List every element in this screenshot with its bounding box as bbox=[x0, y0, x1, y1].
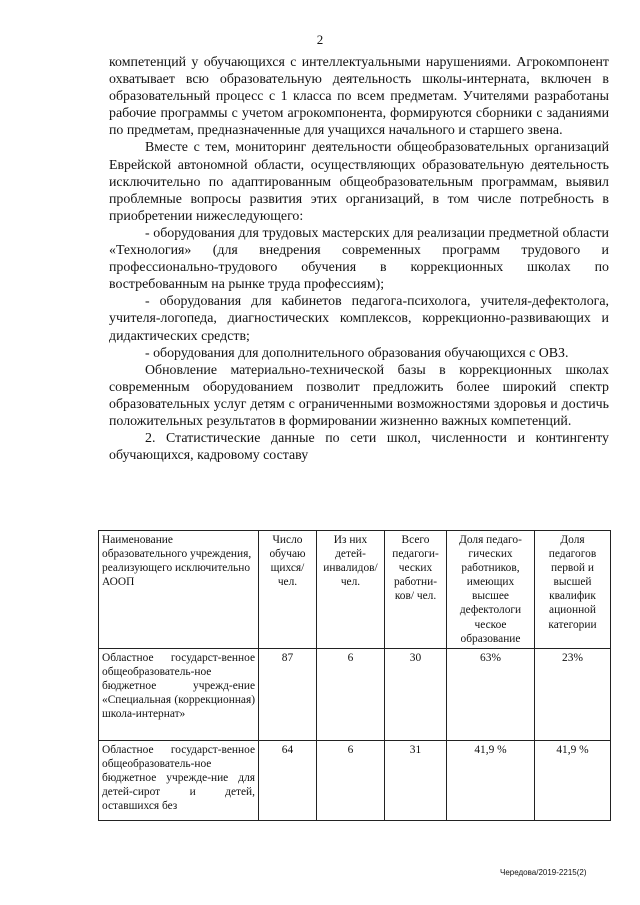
list-item-additional-education: - оборудования для дополнительного образования обучающихся с ОВЗ. bbox=[145, 345, 569, 361]
paragraph-continuation: компетенций у обучающихся с интеллектуальными нарушениями. Агрокомпонент охватывает всю образовательную деятельность школы-интерната, включен в образовательный процесс с 1 класса по всем предметам. Учителями разработаны рабочие программы с учетом агрокомпонента, формируются сборники с заданиями по предметам, предназначенные для учащихся начального и старшего звена. bbox=[109, 55, 609, 139]
statistics-table bbox=[98, 530, 611, 821]
paragraph-monitoring: Вместе с тем, мониторинг деятельности общеобразовательных организаций Еврейской автономной области, осуществляющих образовательную деятельность исключительно по адаптированным общеобразовательным программам, выявил проблемные вопросы развития этих организаций, в том числе потребность в приобретении нижеследующего: bbox=[109, 140, 609, 224]
cell-institution-name: Областное государст-венное общеобразователь-ное бюджетное учрежде-ние для детей-сирот и детей, оставшихся без bbox=[99, 740, 259, 820]
cell-students: 64 bbox=[259, 740, 317, 820]
footer-document-code: Чередова/2019-2215(2) bbox=[500, 868, 587, 877]
header-institution-name: Наименование образовательного учреждения, реализующего исключительно АООП bbox=[99, 531, 259, 649]
table-row bbox=[99, 648, 611, 740]
table-header-row bbox=[99, 531, 611, 649]
cell-defectology-share: 63% bbox=[447, 648, 535, 740]
list-item-cabinet-equipment: - оборудования для кабинетов педагога-психолога, учителя-дефектолога, учителя-логопеда, диагностических комплексов, коррекционно-развивающих и дидактических средств; bbox=[109, 294, 609, 344]
header-category-share: Доля педагогов первой и высшей квалифик ационной категории bbox=[535, 531, 611, 649]
header-disabled-children: Из них детей-инвалидов/ чел. bbox=[317, 531, 385, 649]
header-defectology-share: Доля педаго-гических работников, имеющих высшее дефектологи ческое образование bbox=[447, 531, 535, 649]
cell-category-share: 41,9 % bbox=[535, 740, 611, 820]
page-number: 2 bbox=[316, 32, 324, 47]
cell-students: 87 bbox=[259, 648, 317, 740]
header-teachers-total: Всего педагоги-ческих работни-ков/ чел. bbox=[385, 531, 447, 649]
cell-disabled: 6 bbox=[317, 740, 385, 820]
table-row bbox=[99, 740, 611, 820]
cell-category-share: 23% bbox=[535, 648, 611, 740]
section-heading-statistics: 2. Статистические данные по сети школ, численности и контингенту обучающихся, кадровому составу bbox=[109, 431, 609, 464]
paragraph-modernization: Обновление материально-технической базы в коррекционных школах современным оборудованием позволит предложить более широкий спектр образовательных услуг детям с ограниченными возможностями здоровья и достичь положительных результатов в формировании жизненно важных компетенций. bbox=[109, 362, 609, 429]
cell-teachers: 31 bbox=[385, 740, 447, 820]
cell-institution-name: Областное государст-венное общеобразователь-ное бюджетное учрежд-ение «Специальная (коррекционная) школа-интернат» bbox=[99, 648, 259, 740]
cell-disabled: 6 bbox=[317, 648, 385, 740]
cell-defectology-share: 41,9 % bbox=[447, 740, 535, 820]
body-text bbox=[109, 54, 609, 464]
header-students: Число обучаю щихся/ чел. bbox=[259, 531, 317, 649]
cell-teachers: 30 bbox=[385, 648, 447, 740]
list-item-workshop-equipment: - оборудования для трудовых мастерских для реализации предметной области «Технология» (для внедрения современных программ трудового и профессионально-трудового обучения в коррекционных школах по востребованным на рынке труда профессиям); bbox=[109, 225, 609, 293]
